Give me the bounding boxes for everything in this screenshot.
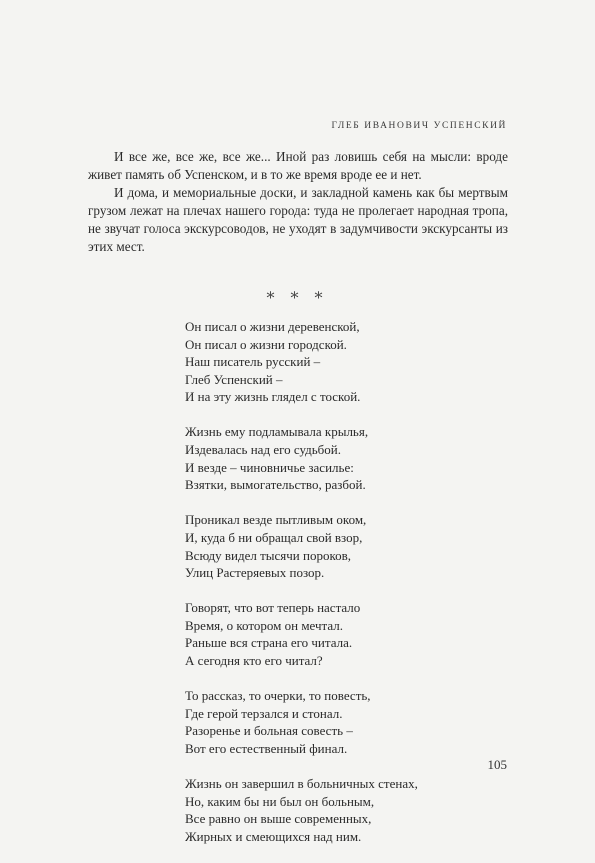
poem-line: А сегодня кто его читал? [185,653,323,668]
poem-line: Вот его естественный финал. [185,740,348,756]
stanza [185,599,418,669]
section-ornament: ⁎ ⁎ ⁎ [266,285,329,302]
poem-line: Взятки, вымогательство, разбой. [185,477,366,493]
running-head: ГЛЕБ ИВАНОВИЧ УСПЕНСКИЙ [331,121,507,131]
prose-paragraph: И все же, все же, все же... Иной раз ловишь себя на мысли: вроде живет память об Успенском, и в то же время вроде ее и нет. [88,149,508,182]
stanza [185,423,418,493]
prose-paragraph: И дома, и мемориальные доски, и закладной камень как бы мертвым грузом лежат на плечах нашего города: туда не пролегает народная тропа, не звучат голоса экскурсоводов, не уходят в задумчивости экскурсанты из этих мест. [88,185,508,254]
poem-line: Он писал о жизни деревенской, [185,319,360,334]
poem-line: Он писал о жизни городской. [185,336,347,352]
poem-line: Глеб Успенский – [185,371,283,387]
poem-line: Разоренье и больная совесть – [185,723,353,739]
poem-line: Жизнь он завершил в больничных стенах, [185,775,418,791]
stanza [185,511,418,581]
poem-line: И везде – чиновничье засилье: [185,459,354,475]
poem [185,318,418,863]
page-number: 105 [487,757,507,772]
poem-line: И на эту жизнь глядел с тоской. [185,389,361,405]
poem-line: Раньше вся страна его читала. [185,635,353,651]
poem-line: Где герой терзался и стонал. [185,705,343,721]
poem-line: Говорят, что вот теперь настало [185,600,361,616]
stanza [185,775,418,845]
poem-line: Улиц Растеряевых позор. [185,565,325,581]
poem-line: Время, о котором он мечтал. [185,617,343,633]
poem-line: Все равно он выше современных, [185,811,372,827]
poem-line: Жирных и смеющихся над ним. [185,828,362,844]
poem-line: Но, каким бы ни был он больным, [185,793,375,809]
poem-line: Издевалась над его судьбой. [185,442,341,458]
stanza [185,687,418,757]
poem-line: И, куда б ни обращал свой взор, [185,529,363,545]
poem-line: Проникал везде пытливым оком, [185,512,367,528]
poem-line: То рассказ, то очерки, то повесть, [185,688,371,704]
stanza [185,318,418,406]
poem-line: Жизнь ему подламывала крылья, [185,424,369,440]
poem-line: Всюду видел тысячи пороков, [185,547,351,563]
poem-line: Наш писатель русский – [185,354,321,370]
prose-block [88,148,508,256]
